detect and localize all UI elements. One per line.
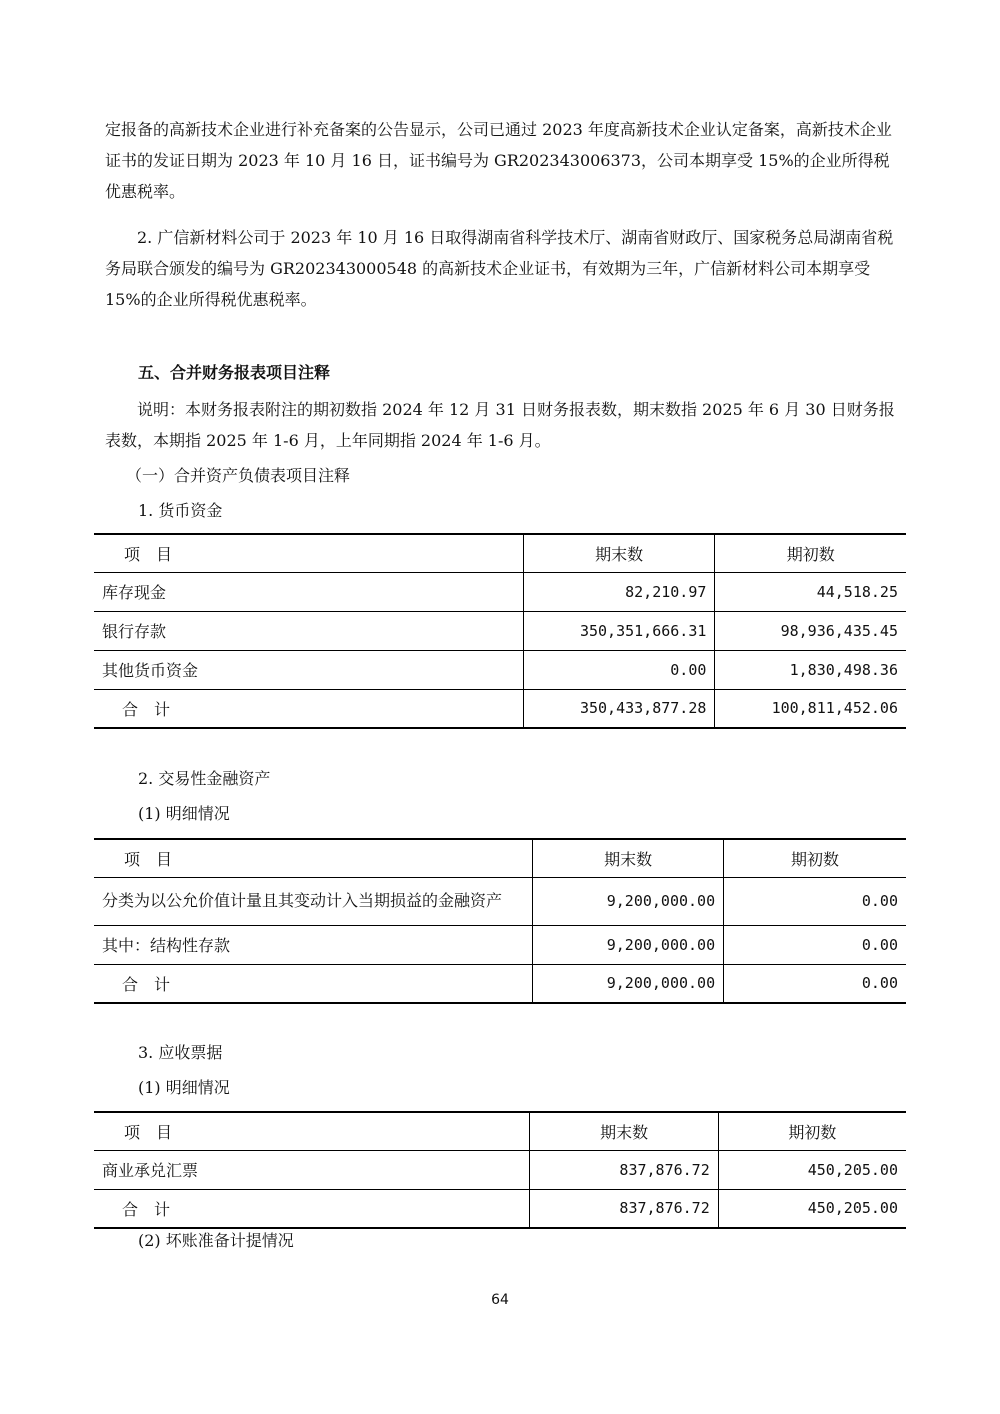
row-begin-value: 44,518.25 xyxy=(715,572,906,611)
table-row xyxy=(94,877,906,925)
row-begin-value: 450,205.00 xyxy=(718,1150,906,1189)
row-begin-value: 0.00 xyxy=(724,877,906,925)
table-header-row xyxy=(94,1112,906,1150)
row-label: 分类为以公允价值计量且其变动计入当期损益的金融资产 xyxy=(94,877,533,925)
total-begin-value: 100,811,452.06 xyxy=(715,689,906,728)
row-end-value: 9,200,000.00 xyxy=(533,925,724,964)
row-end-value: 837,876.72 xyxy=(530,1150,718,1189)
notes-table-title: 3. 应收票据 xyxy=(138,1043,223,1062)
column-header-begin: 期初数 xyxy=(718,1112,906,1150)
intro-paragraph-2: 2. 广信新材料公司于 2023 年 10 月 16 日取得湖南省科学技术厅、湖南省财政厅、国家税务总局湖南省税务局联合颁发的编号为 GR202343000548 的高新技术企业证书，有效期为三年，广信新材料公司本期享受 15%的企业所得税优惠税率。 xyxy=(105,228,894,309)
row-label: 商业承兑汇票 xyxy=(94,1150,530,1189)
page-number: 64 xyxy=(491,1292,509,1308)
section-heading: 五、合并财务报表项目注释 xyxy=(138,363,331,382)
intro-paragraph-1: 定报备的高新技术企业进行补充备案的公告显示，公司已通过 2023 年度高新技术企业认定备案，高新技术企业证书的发证日期为 2023 年 10 月 16 日，证书编号为 GR202343006373，公司本期享受 15%的企业所得税优惠税率。 xyxy=(105,120,892,201)
bad-debt-subtitle: (2) 坏账准备计提情况 xyxy=(138,1231,294,1250)
total-begin-value: 0.00 xyxy=(724,964,906,1003)
row-end-value: 9,200,000.00 xyxy=(533,877,724,925)
total-end-value: 9,200,000.00 xyxy=(533,964,724,1003)
notes-table-subtitle: (1) 明细情况 xyxy=(138,1078,230,1097)
row-label: 银行存款 xyxy=(94,611,523,650)
table-total-row xyxy=(94,964,906,1003)
table-row xyxy=(94,1150,906,1189)
subsection-title: （一）合并资产负债表项目注释 xyxy=(126,466,351,485)
column-header-end: 期末数 xyxy=(530,1112,718,1150)
row-end-value: 82,210.97 xyxy=(523,572,715,611)
row-end-value: 0.00 xyxy=(523,650,715,689)
column-header-end: 期末数 xyxy=(523,534,715,572)
table-row xyxy=(94,572,906,611)
total-begin-value: 450,205.00 xyxy=(718,1189,906,1228)
notes-receivable-table xyxy=(94,1111,906,1229)
total-label: 合 计 xyxy=(94,964,533,1003)
cash-table xyxy=(94,533,906,729)
column-header-item: 项 目 xyxy=(94,839,533,877)
row-label: 库存现金 xyxy=(94,572,523,611)
table-total-row xyxy=(94,1189,906,1228)
table-total-row xyxy=(94,689,906,728)
trading-table-subtitle: (1) 明细情况 xyxy=(138,804,230,823)
section-note: 说明：本财务报表附注的期初数指 2024 年 12 月 31 日财务报表数，期末数指 2025 年 6 月 30 日财务报表数，本期指 2025 年 1-6 月，上年同期指 2024 年 1-6 月。 xyxy=(105,400,895,450)
column-header-begin: 期初数 xyxy=(724,839,906,877)
table-row xyxy=(94,925,906,964)
column-header-item: 项 目 xyxy=(94,534,523,572)
column-header-end: 期末数 xyxy=(533,839,724,877)
total-end-value: 350,433,877.28 xyxy=(523,689,715,728)
column-header-begin: 期初数 xyxy=(715,534,906,572)
table-row xyxy=(94,611,906,650)
row-begin-value: 1,830,498.36 xyxy=(715,650,906,689)
column-header-item: 项 目 xyxy=(94,1112,530,1150)
total-end-value: 837,876.72 xyxy=(530,1189,718,1228)
table-header-row xyxy=(94,534,906,572)
cash-table-title: 1. 货币资金 xyxy=(138,501,223,520)
trading-table xyxy=(94,838,906,1004)
total-label: 合 计 xyxy=(94,1189,530,1228)
row-begin-value: 98,936,435.45 xyxy=(715,611,906,650)
row-end-value: 350,351,666.31 xyxy=(523,611,715,650)
row-begin-value: 0.00 xyxy=(724,925,906,964)
total-label: 合 计 xyxy=(94,689,523,728)
table-header-row xyxy=(94,839,906,877)
row-label: 其他货币资金 xyxy=(94,650,523,689)
table-row xyxy=(94,650,906,689)
row-label: 其中：结构性存款 xyxy=(94,925,533,964)
trading-table-title: 2. 交易性金融资产 xyxy=(138,769,271,788)
